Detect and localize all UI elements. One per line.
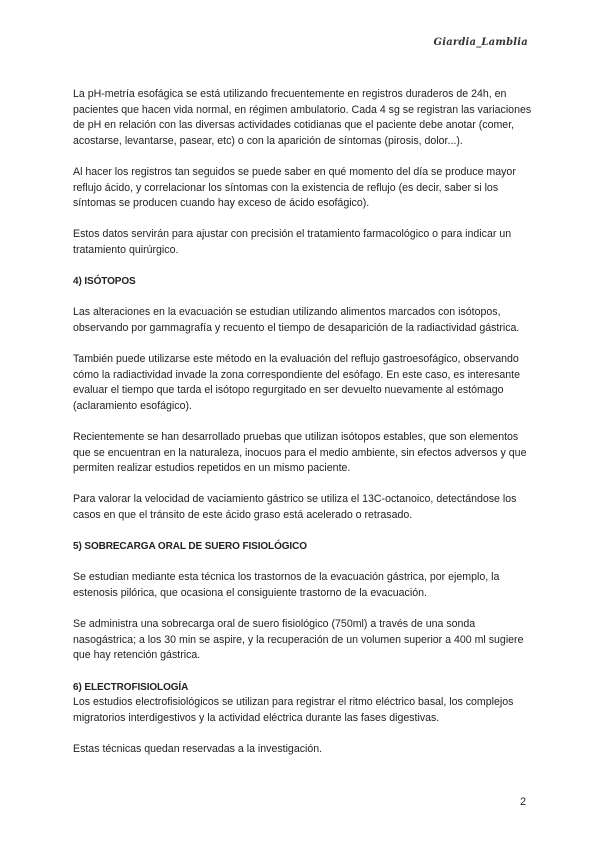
page-number: 2 — [520, 796, 526, 808]
page-content — [73, 87, 533, 758]
paragraph: La pH-metría esofágica se está utilizando frecuentemente en registros duraderos de 24h, en pacientes que hacen vida normal, en régimen ambulatorio. Cada 4 sg se registran las variaciones de pH en relación con las diversas actividades cotidianas que el paciente debe anotar (comer, acostarse, levantarse, pasear, etc) o con la aparición de síntomas (pirosis, dolor...). — [73, 88, 532, 147]
author-header: Giardia_Lamblia — [433, 37, 528, 48]
paragraph: Al hacer los registros tan seguidos se puede saber en qué momento del día se produce mayor reflujo ácido, y correlacionar los síntomas con la existencia de reflujo (es decir, saber si los síntomas se producen cuando hay exceso de ácido esofágico). — [73, 165, 516, 210]
paragraph: Estos datos servirán para ajustar con precisión el tratamiento farmacológico o para indicar un tratamiento quirúrgico. — [73, 228, 512, 256]
paragraph: Se estudian mediante esta técnica los trastornos de la evacuación gástrica, por ejemplo, la estenosis pilórica, que ocasiona el consiguiente trastorno de la evacuación. — [73, 571, 500, 599]
section-heading-electrofisiologia: 6) ELECTROFISIOLOGÍA — [73, 681, 189, 693]
paragraph: Los estudios electrofisiológicos se utilizan para registrar el ritmo eléctrico basal, los complejos migratorios interdigestivos y la actividad eléctrica durante las fases digestivas. — [73, 696, 514, 724]
paragraph: Para valorar la velocidad de vaciamiento gástrico se utiliza el 13C-octanoico, detectándose los casos en que el tránsito de este ácido graso está acelerado o retrasado. — [73, 493, 517, 522]
paragraph: Recientemente se han desarrollado pruebas que utilizan isótopos estables, que son elementos que se encuentran en la naturaleza, inocuos para el medio ambiente, sin efectos adversos y que permiten realizar estudios repetidos en un mismo paciente. — [73, 431, 527, 475]
paragraph: Se administra una sobrecarga oral de suero fisiológico (750ml) a través de una sonda nasogástrica; a los 30 min se aspire, y la recuperación de un volumen superior a 400 ml sugiere que hay retención gástrica. — [73, 618, 524, 662]
section-heading-isotopos: 4) ISÓTOPOS — [73, 276, 136, 288]
paragraph: Estas técnicas quedan reservadas a la investigación. — [73, 742, 323, 755]
paragraph: También puede utilizarse este método en la evaluación del reflujo gastroesofágico, observando cómo la radiactividad invade la zona correspondiente del esófago. En este caso, es interesante evaluar el tiempo que tarda el isótopo regurgitado en ser devuelto nuevamente al estómago (aclaramiento esofágico). — [73, 353, 520, 412]
section-heading-sobrecarga: 5) SOBRECARGA ORAL DE SUERO FISIOLÓGICO — [73, 541, 307, 553]
paragraph: Las alteraciones en la evacuación se estudian utilizando alimentos marcados con isótopos, observando por gammagrafía y recuento el tiempo de desaparición de la radiactividad gástrica. — [73, 306, 520, 334]
